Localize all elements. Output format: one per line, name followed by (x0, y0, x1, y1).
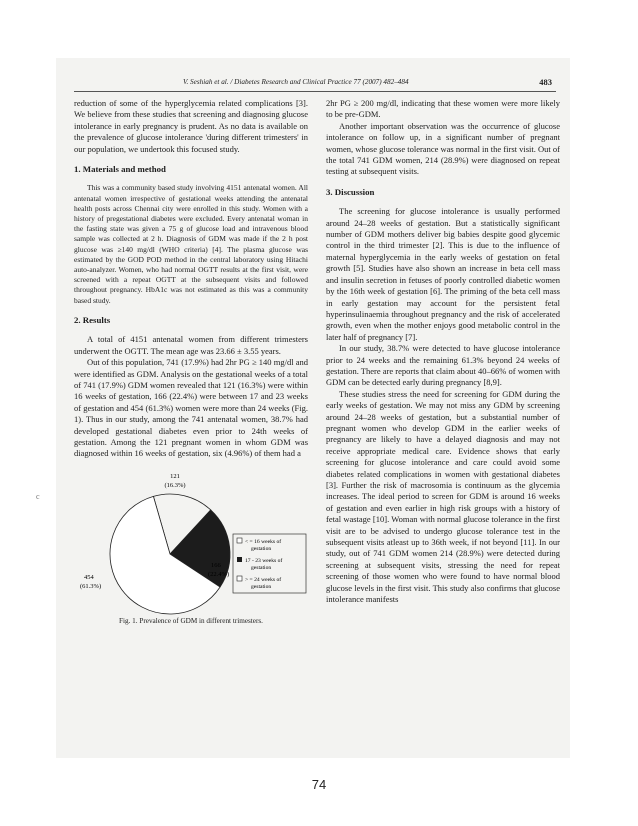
continued-paragraph: 2hr PG ≥ 200 mg/dl, indicating that these women were more likely to be pre-GDM. (326, 98, 560, 120)
legend-label-3b: gestation (251, 583, 272, 590)
methods-paragraph: This was a community based study involving 4151 antenatal women. All antenatal women irrespective of gestational weeks attending the antenatal health posts across Chennai city were enrolled in this study. Women with a history of pregestational diabetes were excluded. Every antenatal woman in the fasting state was given a 75 g of glucose load and intravenous blood sample was collected at 2 h. Diagnosis of GDM was made if the 2 h post glucose was ≥140 mg/dl (WHO criteria) [4]. The plasma glucose was estimated by the GOD POD method in the central laboratory using Hitachi auto-analyzer. Women, who had normal OGTT results at the first visit, were screened with a repeat OGTT at the subsequent visits and followed throughout pregnancy. HbA1c was not estimated as this was a community based study. (74, 183, 308, 305)
margin-mark: c (36, 492, 40, 501)
legend-swatch-1 (237, 538, 242, 543)
journal-page-number: 483 (539, 77, 552, 87)
left-column (74, 98, 308, 628)
running-head-citation: V. Seshiah et al. / Diabetes Research and Clinical Practice 77 (2007) 482–484 (183, 78, 409, 86)
methods-heading: 1. Materials and method (74, 164, 166, 175)
intro-paragraph: reduction of some of the hyperglycemia related complications [3]. We believe from these studies that screening and diagnosing glucose intolerance in early pregnancy is prudent. As no data is available on the prevalence of glucose intolerance 'during different trimesters' in our population, we undertook this focused study. (74, 98, 308, 154)
discussion-paragraph-1: The screening for glucose intolerance is usually performed around 24–28 weeks of gestation. But a statistically significant number of GDM mothers deliver big babies despite good glycemic control in the third trimester [2]. This is due to the influence of maternal hyperglycemia in the early weeks of gestation on fetal growth [5]. Studies have also shown an increase in beta cell mass and insulin secretion in fetuses of poorly controlled diabetic women by the 16th week of gestation [6]. The priming of the beta cell mass in early gestation may account for the persistent fetal hyperinsulinaemia throughout pregnancy and the risk of accelerated growth, even when the mother enjoys good metabolic control in the later half of pregnancy [7]. (326, 206, 560, 342)
discussion-paragraph-2: In our study, 38.7% were detected to have glucose intolerance prior to 24 weeks and the remaining 61.3% beyond 24 weeks of gestation. There are reports that claim about 40–66% of women with GDM can be detected early during pregnancy [8,9]. (326, 343, 560, 388)
results-paragraph-1: A total of 4151 antenatal women from different trimesters underwent the OGTT. The mean age was 23.66 ± 3.55 years. (74, 334, 308, 356)
label-454: 454 (84, 573, 94, 581)
observation-paragraph: Another important observation was the occurrence of glucose intolerance on follow up, in a significant number of pregnant women, whose glucose tolerance was normal in the first visit. Out of the total 741 GDM women, 214 (28.9%) were diagnosed on repeat testing at subsequent visits. (326, 120, 560, 177)
legend-label-1a: < = 16 weeks of (245, 538, 282, 545)
right-column (326, 98, 560, 605)
scan-page-number: 74 (311, 777, 327, 792)
discussion-heading: 3. Discussion (326, 186, 375, 197)
legend-swatch-2 (237, 557, 242, 562)
results-paragraph-2: Out of this population, 741 (17.9%) had 2hr PG ≥ 140 mg/dl and were identified as GDM. Analysis on the gestational weeks of a total of 741 (17.9%) GDM women revealed that 121 (16.3%) were within 16 weeks of gestation, 166 (22.4%) were between 17 and 23 weeks of gestation and 454 (61.3%) women were more than 24 weeks (Fig. 1). Thus in our study, among the 741 antenatal women, 38.7% had developed gestational diabetes even prior to 24th weeks of gestation. Among the 121 pregnant women in whom GDM was diagnosed within 16 weeks of gestation, six (4.96%) of them had a (74, 357, 308, 459)
legend-label-2b: gestation (251, 564, 272, 571)
discussion-paragraph-3: These studies stress the need for screening for GDM during the early weeks of gestation. We may not miss any GDM by screening around 24–28 weeks of gestation, but a substantial number of pregnant women who develop GDM in the earlier weeks of pregnancy are likely to have a delayed diagnosis and may not receive appropriate medical care. Evidence shows that early screening for glucose intolerance and care could avoid some diabetes related complications in women with gestational diabetes [3]. Further the risk of macrosomia is continuum as the glycemia increases. The ideal period to screen for GDM is around 16 weeks of gestation and even earlier in high risk groups with a history of fetal wastage [10]. Woman with normal glucose tolerance in the first visit are to be advised to undergo glucose tolerance test in the subsequent visits atleast up to 36th week, if not beyond [11]. In our study, out of 741 GDM women 214 (28.9%) were detected during screening at subsequent visits, stressing the need for repeat screening of those women who were found to have normal blood glucose levels in the first visit. This study also confirms that glucose intolerance manifests (326, 388, 560, 605)
legend-label-1b: gestation (251, 545, 272, 552)
label-121: 121 (170, 472, 180, 480)
label-121-pct: (16.3%) (164, 481, 186, 489)
figure-caption: Fig. 1. Prevalence of GDM in different trimesters. (119, 616, 263, 625)
legend (233, 534, 306, 593)
legend-swatch-3 (237, 576, 242, 581)
pie-chart (74, 468, 308, 618)
header-rule (74, 91, 556, 92)
label-166-pct: (22.4%) (208, 570, 230, 578)
pie-slices (110, 494, 230, 614)
running-head (56, 76, 570, 92)
figure-1 (74, 468, 308, 628)
results-heading: 2. Results (74, 314, 111, 325)
journal-page (56, 58, 570, 758)
legend-label-2a: 17 - 23 weeks of (245, 557, 283, 564)
legend-label-3a: > = 24 weeks of (245, 576, 282, 583)
label-166: 166 (211, 561, 221, 569)
label-454-pct: (61.3%) (80, 582, 102, 590)
